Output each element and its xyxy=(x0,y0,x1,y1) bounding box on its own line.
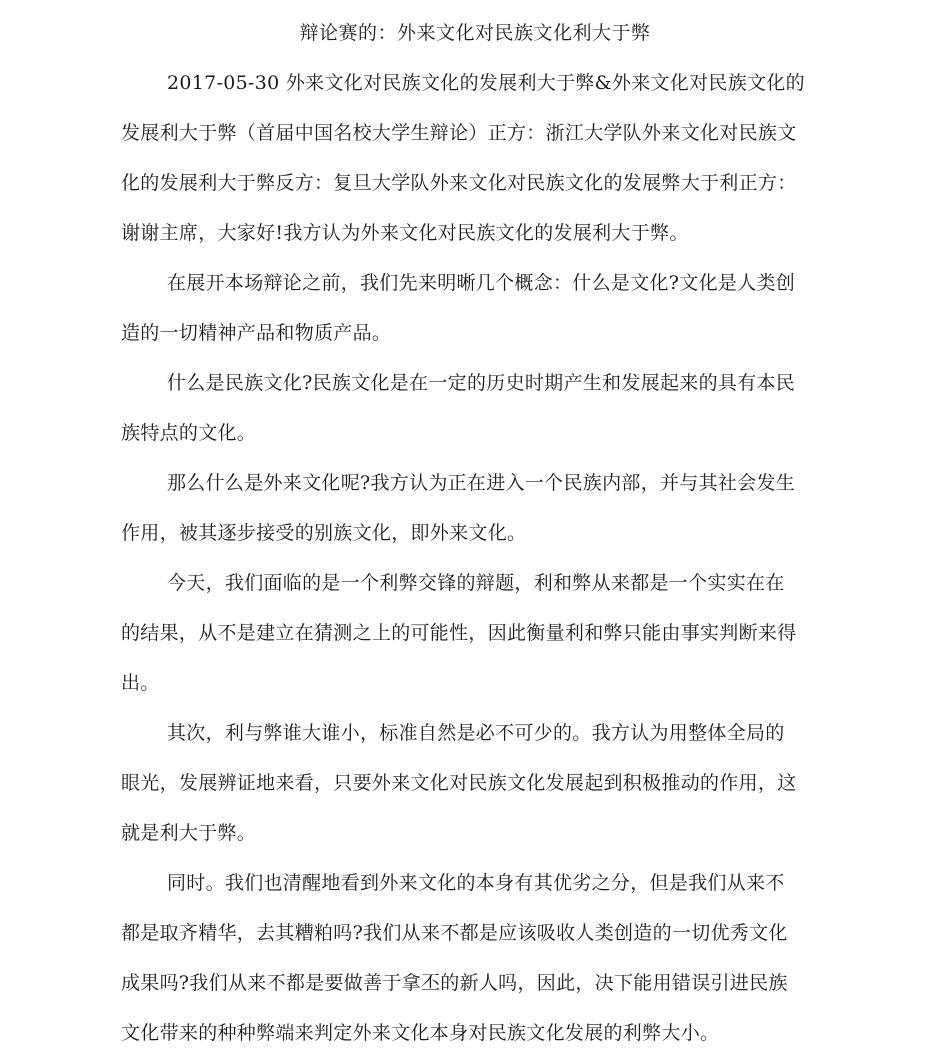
text-line: 其次，利与弊谁大谁小，标准自然是必不可少的。我方认为用整体全局的 xyxy=(167,722,785,744)
text-line: 什么是民族文化?民族文化是在一定的历史时期产生和发展起来的具有本民 xyxy=(167,372,796,394)
text-line: 眼光，发展辨证地来看，只要外来文化对民族文化发展起到积极推动的作用，这 xyxy=(121,772,797,794)
document-body xyxy=(121,58,821,1058)
text-line: 谢谢主席，大家好!我方认为外来文化对民族文化的发展利大于弊。 xyxy=(121,222,689,244)
text-line: 那么什么是外来文化呢?我方认为正在进入一个民族内部，并与其社会发生 xyxy=(167,472,796,494)
text-line: 族特点的文化。 xyxy=(121,422,257,444)
text-line: 的结果，从不是建立在猜测之上的可能性，因此衡量利和弊只能由事实判断来得 xyxy=(121,622,797,644)
text-line: 文化带来的种种弊端来判定外来文化本身对民族文化发展的利弊大小。 xyxy=(121,1022,720,1044)
text-line: 出。 xyxy=(121,672,160,694)
text-line: 今天，我们面临的是一个利弊交锋的辩题，利和弊从来都是一个实实在在 xyxy=(167,572,785,594)
document-title: 辩论赛的：外来文化对民族文化利大于弊 xyxy=(299,22,651,44)
text-line: 成果吗?我们从来不都是要做善于拿丕的新人吗，因此，决下能用错误引进民族 xyxy=(121,972,788,994)
text-line: 都是取齐精华，去其糟粕吗?我们从来不都是应该吸收人类创造的一切优秀文化 xyxy=(121,922,788,944)
text-line: 同时。我们也清醒地看到外来文化的本身有其优劣之分，但是我们从来不 xyxy=(167,872,785,894)
text-line: 2017-05-30 外来文化对民族文化的发展利大于弊&外来文化对民族文化的 xyxy=(167,72,805,94)
text-line: 造的一切精神产品和物质产品。 xyxy=(121,322,392,344)
text-line: 在展开本场辩论之前，我们先来明晰几个概念：什么是文化?文化是人类创 xyxy=(167,272,796,294)
text-line: 作用，被其逐步接受的别族文化，即外来文化。 xyxy=(121,522,527,544)
text-line: 就是利大于弊。 xyxy=(121,822,257,844)
text-line: 化的发展利大于弊反方：复旦大学队外来文化对民族文化的发展弊大于利正方： xyxy=(121,172,797,194)
text-line: 发展利大于弊（首届中国名校大学生辩论）正方：浙江大学队外来文化对民族文 xyxy=(121,122,797,144)
